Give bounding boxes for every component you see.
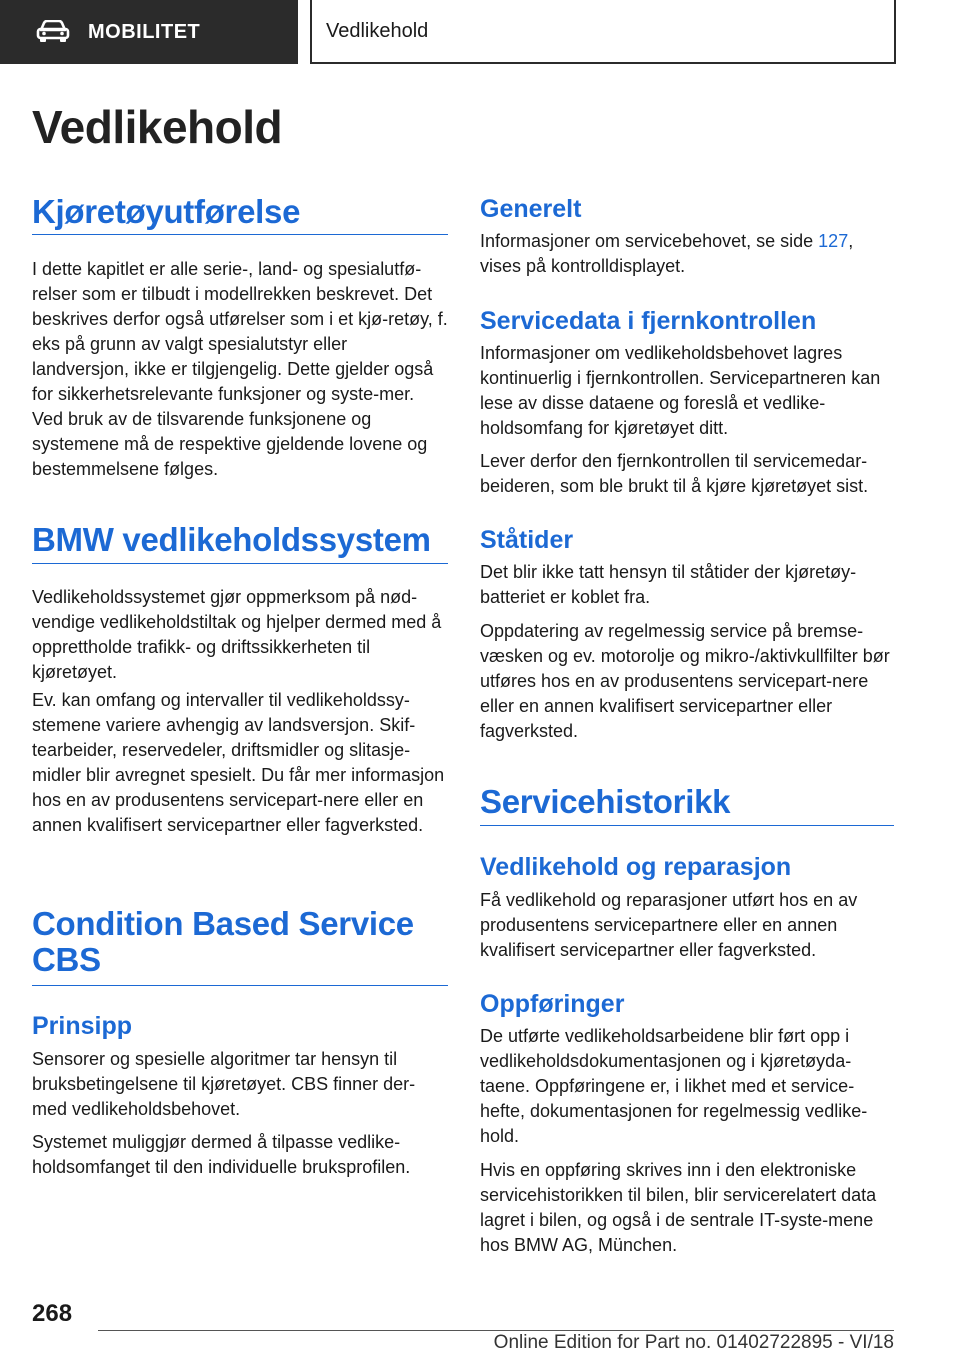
heading-bmw-vedlikeholdssystem: BMW vedlikeholdssystem — [32, 521, 431, 558]
chapter-tab[interactable] — [310, 0, 896, 64]
generelt-text-before: Informasjoner om servicebehovet, se side — [480, 231, 819, 251]
paragraph-bmw-2: Ev. kan omfang og intervaller til vedlikeholdssy-stemene variere avhengig av landsversjon. Skif-tearbeider, reservedeler, driftsmidler og slitasje-midler blir avregnet spesielt. Du får mer informasjon hos en av produsentens servicepart-nere eller en annen kvalifisert servicepartner eller fagverksted. — [32, 690, 445, 835]
subheading-vedlikehold-reparasjon: Vedlikehold og reparasjon — [480, 853, 792, 881]
page-title: Vedlikehold — [32, 101, 283, 153]
footer-edition: Online Edition for Part no. 01402722895 - VI/18 — [493, 1332, 894, 1353]
paragraph-oppforinger-1: De utførte vedlikeholdsarbeidene blir ført opp i vedlikeholdsdokumentasjonen og i kjøretøyda-taene. Oppføringene er, i likhet med et service-hefte, dokumentasjonen for regelmessig vedlike-hold. — [480, 1026, 868, 1146]
paragraph-oppforinger-2: Hvis en oppføring skrives inn i den elektroniske servicehistorikken til bilen, blir servicerelatert data lagret i bilen, og også i de sentrale IT-syste-mene hos BMW AG, München. — [480, 1160, 877, 1255]
footer-rule — [98, 1330, 894, 1331]
heading-cbs — [32, 906, 414, 978]
heading-rule — [480, 825, 894, 826]
heading-kjoretoyutforelse: Kjøretøyutførelse — [32, 193, 301, 230]
subheading-statider: Ståtider — [480, 526, 574, 554]
page-number: 268 — [32, 1300, 73, 1327]
subheading-prinsipp: Prinsipp — [32, 1012, 133, 1040]
paragraph-bmw-1: Vedlikeholdssystemet gjør oppmerksom på nød-vendige vedlikeholdstiltak og hjelper dermed med å opprettholde trafikk- og driftssikkerheten til kjøretøyet. — [32, 587, 442, 682]
subheading-oppforinger: Oppføringer — [480, 990, 625, 1018]
subheading-servicedata: Servicedata i fjernkontrollen — [480, 307, 817, 335]
paragraph-statider-2: Oppdatering av regelmessig service på bremse-væsken og ev. motorolje og mikro-/aktivkullfilter bør utføres hos en av produsentens servicepart-nere eller en annen kvalifisert servicepartner eller fagverksted. — [480, 621, 890, 741]
heading-rule — [32, 985, 448, 986]
subheading-generelt: Generelt — [480, 195, 582, 223]
heading-servicehistorikk: Servicehistorikk — [480, 783, 731, 820]
heading-cbs-line2: CBS — [32, 941, 101, 978]
paragraph-servicedata-1: Informasjoner om vedlikeholdsbehovet lagres kontinuerlig i fjernkontrollen. Servicepartneren kan lese av disse dataene og foreslå et vedlike-holdsomfang for kjøretøyet ditt. — [480, 343, 881, 438]
car-icon — [36, 20, 70, 44]
section-tab[interactable] — [0, 0, 298, 64]
section-label: MOBILITET — [88, 20, 201, 43]
paragraph-generelt — [480, 229, 894, 279]
paragraph-statider-1: Det blir ikke tatt hensyn til ståtider der kjøretøy-batteriet er koblet fra. — [480, 562, 857, 607]
paragraph-servicedata-2: Lever derfor den fjernkontrollen til servicemedar-beideren, som ble brukt til å kjøre kjøretøyet sist. — [480, 451, 869, 496]
heading-cbs-line1: Condition Based Service — [32, 905, 414, 942]
paragraph-prinsipp-2: Systemet muliggjør dermed å tilpasse vedlike-holdsomfanget til den individuelle bruksprofilen. — [32, 1132, 411, 1177]
chapter-label: Vedlikehold — [326, 19, 429, 42]
page-link-127[interactable]: 127 — [818, 231, 849, 251]
generelt-text-after: , vises på kontrolldisplayet. — [480, 231, 854, 276]
heading-rule — [32, 563, 448, 564]
paragraph-kjoretoy: I dette kapitlet er alle serie-, land- og spesialutfø-relser som er tilbudt i modellrekken beskrevet. Det beskrives derfor også utførelser som i et kjø-retøy, f. eks på grunn av valgt spesialutstyr eller landversjon, ikke er tilgjengelig. Dette gjelder også for sikkerhetsrelevante funksjoner og syste-mer. Ved bruk av de tilsvarende funksjonene og systemene må de respektive gjeldende lovene og bestemmelsene følges. — [32, 259, 448, 479]
heading-rule — [32, 234, 448, 235]
paragraph-prinsipp-1: Sensorer og spesielle algoritmer tar hensyn til bruksbetingelsene til kjøretøyet. CBS finner der-med vedlikeholdsbehovet. — [32, 1049, 416, 1119]
paragraph-vedlikehold-reparasjon: Få vedlikehold og reparasjoner utført hos en av produsentens servicepartnere eller en annen kvalifisert servicepartner eller fagverksted. — [480, 890, 858, 960]
